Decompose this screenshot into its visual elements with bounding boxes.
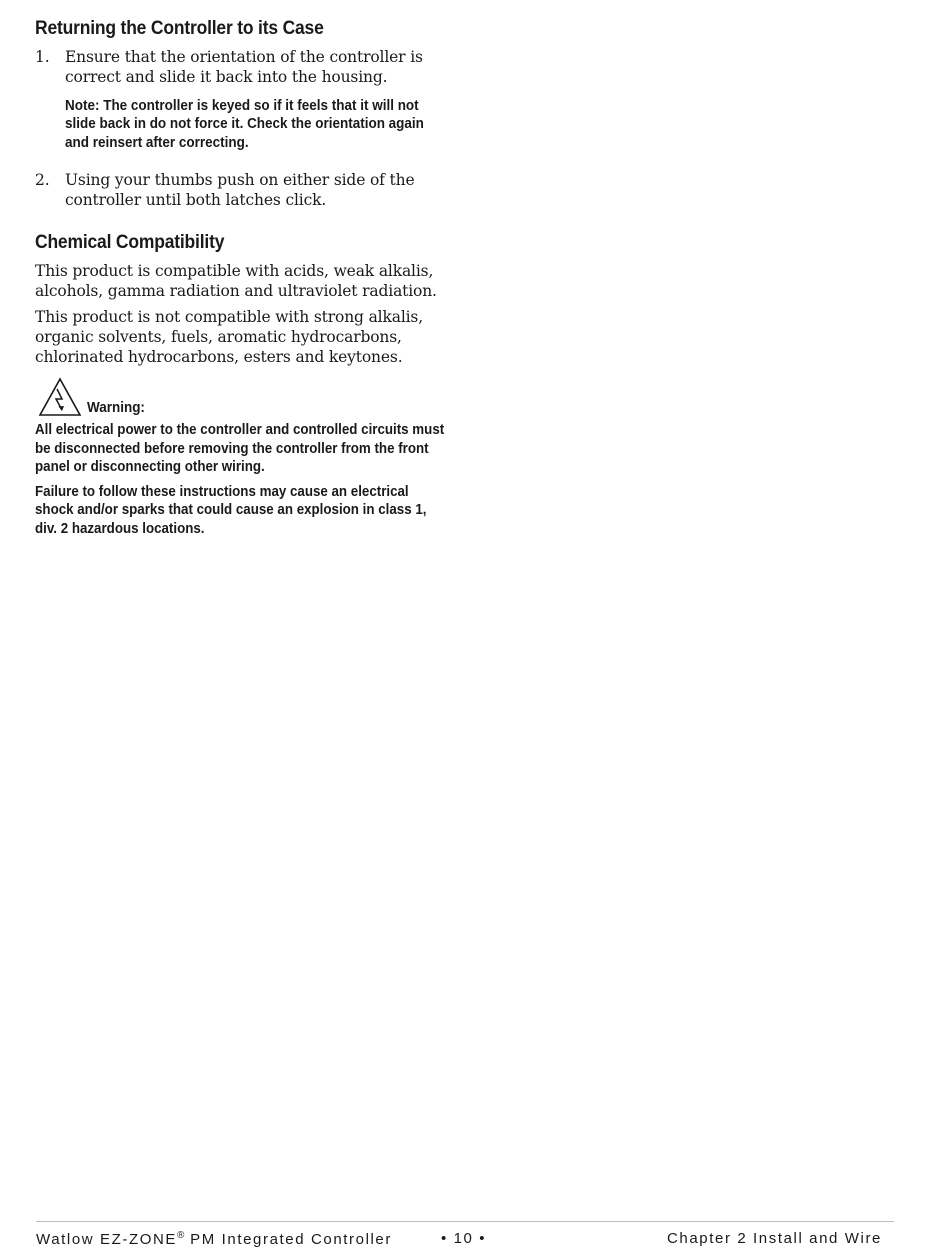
footer-divider <box>36 1221 894 1222</box>
keyed-note: Note: The controller is keyed so if it feels that it will not slide back in do not force it. Check the orientation again and reinsert after correcting. <box>65 97 424 151</box>
warning-paragraph: All electrical power to the controller and controlled circuits must be disconnected before removing the controller from the front panel or disconnecting other wiring. <box>35 422 445 476</box>
warning-header <box>35 377 460 417</box>
step-number: 1. <box>35 47 50 66</box>
footer-product-prefix: Watlow EZ-ZONE <box>36 1231 178 1248</box>
footer-product-name <box>36 1230 392 1248</box>
footer-chapter: Chapter 2 Install and Wire <box>666 1230 882 1247</box>
electrical-hazard-icon <box>38 377 82 417</box>
warning-label: Warning: <box>87 400 145 417</box>
section-heading-returning: Returning the Controller to its Case <box>35 18 324 39</box>
incompatible-paragraph: This product is not compatible with strong alkalis, organic solvents, fuels, aromatic hydrocarbons, chlorinated hydrocarbons, esters and keytones. <box>35 308 424 367</box>
page-content <box>35 18 460 544</box>
registered-mark: ® <box>177 1230 185 1241</box>
compatible-paragraph: This product is compatible with acids, weak alkalis, alcohols, gamma radiation and ultraviolet radiation. <box>35 262 437 301</box>
step-number: 2. <box>35 171 50 190</box>
footer-product-suffix: PM Integrated Controller <box>184 1231 392 1248</box>
footer-page-number: • 10 • <box>441 1230 487 1247</box>
step-text: Using your thumbs push on either side of the controller until both latches click. <box>65 171 415 210</box>
warning-paragraph: Failure to follow these instructions may cause an electrical shock and/or sparks that could cause an explosion in class 1, div. 2 hazardous locations. <box>35 483 427 537</box>
step-item <box>35 47 460 87</box>
section-heading-chemical: Chemical Compatibility <box>35 232 225 254</box>
step-text: Ensure that the orientation of the controller is correct and slide it back into the housing. <box>65 47 423 86</box>
step-item <box>35 170 460 210</box>
